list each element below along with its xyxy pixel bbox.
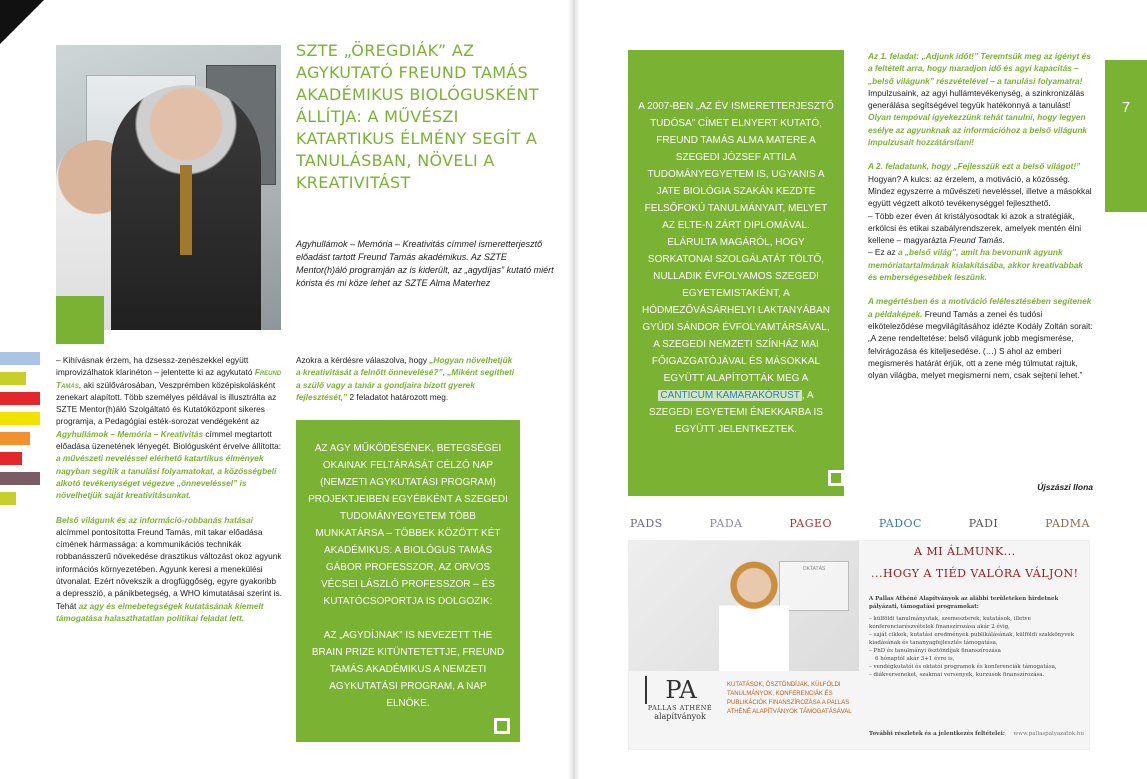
ad-logo: PADA xyxy=(709,516,743,530)
text: címmel megtartott előadása üzenetének lényegét. Biológusként érvelve állította: xyxy=(56,428,282,452)
article-column-2 xyxy=(296,354,518,415)
ad-logo: PADI xyxy=(968,516,999,530)
pa-name-2: alapítványok xyxy=(654,712,706,721)
pallas-athene-logo xyxy=(645,676,715,721)
ad-list-item: – külföldi tanulmányutak, szemeszterek, kutatások, illetve konferenciarészvételek finanszírozása akár 2 évig, xyxy=(869,615,1084,631)
color-strip xyxy=(0,372,26,385)
ad-list-item: – PhD és tanulmányi ösztöndíjak finanszírozása xyxy=(869,647,1084,655)
highlight: Az 1. feladat: „Adjunk időt!” Teremtsük meg az igényt és a feltételt arra, hogy maradjon idő és agyi kapacitás – „belső világunk” részvételével – a tanulási folyamatra! xyxy=(868,51,1091,86)
highlight: Agyhullámok – Memória – Kreativitás xyxy=(56,428,204,439)
text: – Több ezer éven át kristályosodtak ki azok a stratégiák, erkölcsi és etikai szabályrendszerek, amelyek mentén élni kellene – magyarázta xyxy=(868,210,1082,246)
ad-program-list xyxy=(869,595,1084,679)
paragraph xyxy=(56,514,282,625)
green-infobox-2 xyxy=(628,50,844,496)
photo-accent-square xyxy=(56,296,104,344)
highlight: az agy és elmebetegségek kutatásának kiemelt támogatása halaszthatatlan politikai feladat lett. xyxy=(56,600,264,623)
green-infobox-1 xyxy=(296,420,520,742)
color-strip xyxy=(0,452,22,465)
highlight: „Miként segítheti a szülő vagy a tanár a gondjaira bízott gyerek fejlesztését,” xyxy=(296,367,515,402)
ad-list-item: – vendégkutatói és oktatói programok és konferenciák támogatása, xyxy=(869,663,1084,671)
color-strip xyxy=(0,412,40,425)
ad-url-link[interactable]: www.pallaspalyazatok.hu xyxy=(1013,731,1084,737)
paragraph xyxy=(56,354,282,502)
ad-board-text: OKTATÁS xyxy=(802,566,826,572)
color-strip xyxy=(0,492,16,505)
ad-logo: PADOC xyxy=(878,516,922,530)
paragraph xyxy=(868,50,1093,148)
article-column-3 xyxy=(868,50,1093,393)
infobox-accent-square xyxy=(494,718,510,734)
pa-name-1: PALLAS ATHÉNÉ xyxy=(647,704,713,712)
article-lead: Agyhullámok – Memória – Kreativitás címmel ismeretterjesztő előadást tartott Freund Tamás akadémikus. Az SZTE Mentor(h)áló programján az is kiderült, az „agydíjas” kutató miért kórista és mi köze lehet az SZTE Alma Materhez xyxy=(296,239,554,288)
ad-footer xyxy=(869,731,1084,737)
ad-list-item: 6 hónaptól akár 3+1 évre is, xyxy=(875,656,955,662)
pallas-athene-ad xyxy=(628,540,1090,750)
highlight: a művészeti neveléssel elérhető katartikus élmények nagyban segítik a tanulási folyamatokat, a közösségbeli alkotó tevékenységet végezve „önneveléssel” is növelhetjük saját kreativitásunkat. xyxy=(56,453,277,501)
color-strip xyxy=(0,472,40,485)
page-gutter xyxy=(568,0,580,779)
infobox-paragraph: AZ AGY MŰKÖDÉSÉNEK, BETEGSÉGEI OKAINAK FELTÁRÁSÁT CÉLZÓ NAP (NEMZETI AGYKUTATÁSI PROGRAM) PROJEKTJEIBEN EGYÉBKÉNT A SZEGEDI TUDOMÁNYEGYETEM TÖBB MUNKATÁRSA – TÖBBEK KÖZÖTT KÉT AKADÉMIKUS: A BIOLÓGUS TAMÁS GÁBOR PROFESSZOR, AZ ORVOS VÉCSEI LÁSZLÓ PROFESSZOR – ÉS KUTATÓCSOPORTJA IS DOLGOZIK: xyxy=(308,443,508,607)
text: Hogyan? A kulcs: az érzelem, a motiváció, a közösség. Mindez egyszerre a művészeti neveléssel, illetve a másokkal együtt végzett alkotó tevékenységgel fejleszthető. xyxy=(868,173,1092,209)
highlight: Belső világunk és az információ-robbanás hatásai xyxy=(56,514,253,525)
text: – Ez az xyxy=(868,247,898,258)
ad-board xyxy=(779,561,849,611)
highlight: „Hogyan növelhetjük a kreativitását a felnőtt önnevelésé?” xyxy=(296,355,513,378)
text: – Kihívásnak érzem, ha dzsessz-zenészekkel együtt improvizálhatok klarinéton – jelentette ki az agykutató xyxy=(56,355,255,378)
text: A 2007-BEN „AZ ÉV ISMERETTERJESZTŐ TUDÓSA” CÍMET ELNYERT KUTATÓ, FREUND TAMÁS ALMA MATERE A SZEGEDI JÓZSEF ATTILA TUDOMÁNYEGYETEM IS, UGYANIS A JATE BIOLÓGIA SZAKÁN KEZDTE FELSŐFOKÚ TANULMÁNYAIT, MELYET AZ ELTE-N ZÁRT DIPLOMÁVAL. ELÁRULTA MAGÁRÓL, HOGY SORKATONAI SZOLGÁLATÁT TÖLTŐ, NULLADIK ÉVFOLYAMOS SZEGEDI EGYETEMISTAKÉNT, A HÓDMEZŐVÁSÁRHELYI LAKTANYÁBAN GYÜDI SÁNDOR ÉVFOLYAMTÁRSÁVAL, A SZEGEDI NEMZETI SZÍNHÁZ MAI FŐIGAZGATÓJÁVAL ÉS MÁSOKKAL EGYÜTT ALAPÍTOTTÁK MEG A xyxy=(638,101,834,384)
ad-logo: PAGEO xyxy=(789,516,833,530)
page-number: 7 xyxy=(1121,99,1131,116)
text: Impulzusaink, az agyi hullámtevékenység, a szinkronizálás generálása segítségével tegyük hatékonnyá a tanulást! xyxy=(868,87,1085,111)
ad-logo: PADS xyxy=(630,516,663,530)
color-strip xyxy=(0,392,40,405)
text: , xyxy=(442,367,448,378)
color-strip xyxy=(0,352,40,365)
ad-logo: PADMA xyxy=(1045,516,1090,530)
highlight: A megértésben és a motiváció felélesztésében segítenek a példaképek. xyxy=(868,296,1092,319)
color-strip xyxy=(0,432,30,445)
highlighted-text: CANTICUM KAMARAKÓRUST xyxy=(660,390,800,401)
text: Azokra a kérdésre válaszolva, hogy xyxy=(296,355,430,365)
article-headline: SZTE „ÖREGDIÁK” AZ AGYKUTATÓ FREUND TAMÁS AKADÉMIKUS BIOLÓGUSKÉNT ÁLLÍTJA: A MŰVÉSZI KATARTIKUS ÉLMÉNY SEGÍT A TANULÁSBAN, NÖVELI A KREATIVITÁST xyxy=(296,41,539,192)
page-number-tab xyxy=(1105,60,1147,212)
infobox-paragraph: AZ „AGYDÍJNAK” IS NEVEZETT THE BRAIN PRIZE KITÜNTETETTJE, FREUND TAMÁS AKADÉMIKUS A NEMZETI AGYKUTATÁSI PROGRAM, A NAP ELNÖKE. xyxy=(311,630,505,709)
text: Freund Tamás a zenei és tudósi elköteleződése megvilágításához idézte Kodály Zoltán sorait: „A zene rendeltetése: belső világunk jobb megismerése, felvirágozása és kiteljesedése. (…) S ahol az emberi megismerés határát érjük, ott a zene még túlmutat rajtuk, olyan világba, melyet megismerni nem, csak sejteni lehet.” xyxy=(868,308,1093,381)
pa-monogram: PA xyxy=(645,676,715,704)
ad-footer-label: További részletek és a jelentkezés feltételei: xyxy=(869,731,1005,737)
article-column-1 xyxy=(56,354,282,636)
ad-description: KUTATÁSOK, ÖSZTÖNDÍJAK, KÜLFÖLDI TANULMÁNYOK, KONFERENCIÁK ÉS PUBLIKÁCIÓK FINANSZÍROZÁSA A PALLAS ATHÉNÉ ALAPÍTVÁNYOK TÁMOGATÁSÁVAL xyxy=(727,682,852,715)
page-corner xyxy=(0,0,44,44)
text: , aki szülővárosában, Veszprémben középiskolásként zenekart alapított. Több személyes példával is illusztrálta az SZTE Mentor(h)áló Szolgáltató és Kutatóközpont sikeres programja, a Pedagógiai esték-sorozat vendégeként az xyxy=(56,379,277,427)
ad-tagline-1: A MI ÁLMUNK... xyxy=(914,545,1016,558)
author-signature: Újszászi Ilona xyxy=(1037,482,1093,492)
ad-list-item: – saját cikkek, kutatási eredmények publikálásának, külföldi szakkönyvek kiadásának és tananyagfejlesztés támogatása, xyxy=(869,631,1084,647)
paragraph xyxy=(868,210,1093,247)
tie xyxy=(180,165,192,255)
color-strips xyxy=(0,352,40,512)
name-highlight: Freund Tamás xyxy=(56,367,282,390)
ad-person xyxy=(719,561,789,671)
highlight: Olyan tempóval igyekezzünk tehát tanulni, hogy legyen esélye az agyunknak az információhoz a belső világunk impulzusait hozzátársítani! xyxy=(868,112,1088,148)
text: . xyxy=(1002,235,1005,246)
ad-logo-row xyxy=(630,513,1090,533)
article-photo xyxy=(56,45,281,330)
name-italic: Freund Tamás xyxy=(949,235,1003,246)
text: 2 feladatot határozott meg. xyxy=(347,391,449,402)
ad-photo xyxy=(629,541,859,671)
paragraph xyxy=(868,295,1093,381)
paragraph xyxy=(296,354,518,403)
text: alcímmel pontosította Freund Tamás, mit takar előadása címének hármassága: a kommunikációs technikák robbanásszerű növekedése drasztikus változást okoz agyunk információs környezetében. Agyunk keresi a menekülési útvonalat. Ezért növekszik a drogfüggőség, egyre gyakoribb a depresszió, a pánikbetegség, a WHO kimutatásai szerint is. Tehát xyxy=(56,526,282,611)
ad-list-item: – diákverseneket, szakmai versenyek, kurzusok finanszírozása. xyxy=(869,671,1084,679)
paragraph xyxy=(868,160,1093,209)
ad-tagline-2: ...HOGY A TIÉD VALÓRA VÁLJON! xyxy=(871,567,1079,580)
infobox-accent-square xyxy=(828,470,844,486)
highlight: a „belső világ”, amit ha bevonunk agyunk memóriatartalmának kialakításába, akkor kreatívabbak és emberségesebbek leszünk. xyxy=(868,247,1083,283)
highlight: A 2. feladatunk, hogy „Fejlesszük ezt a belső világot!” xyxy=(868,161,1081,172)
paragraph xyxy=(868,246,1093,283)
ad-intro: A Pallas Athéné Alapítványok az alábbi területeken hirdetnek pályázati, támogatási programokat: xyxy=(869,596,1059,610)
text: , A SZEGEDI EGYETEMI ÉNEKKARBA IS EGYÜTT JELENTKEZTEK. xyxy=(649,390,823,435)
